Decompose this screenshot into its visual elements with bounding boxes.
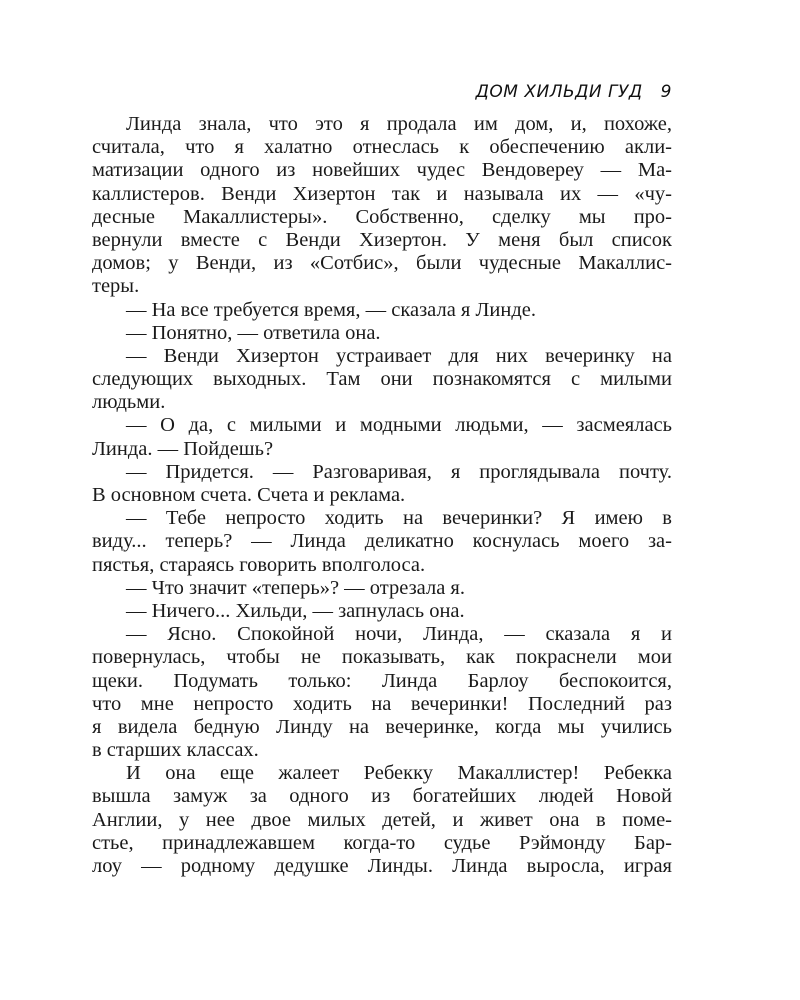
- text-line: домов; у Венди, из «Сотбис», были чудесные Макаллис-: [92, 252, 672, 275]
- text-line: каллистеров. Венди Хизертон так и называла их — «чу-: [92, 182, 672, 205]
- text-line: — Понятно, — ответила она.: [126, 321, 381, 344]
- text-line: повернулась, чтобы не показывать, как покраснели мои: [92, 646, 672, 669]
- text-line: считала, что я халатно отнеслась к обеспечению акли-: [92, 136, 672, 159]
- text-line: матизации одного из новейших чудес Вендовереу — Ма-: [92, 159, 672, 182]
- text-line: что мне непросто ходить на вечеринки! Последний раз: [92, 692, 672, 715]
- text-line: стье, принадлежавшем когда-то судье Рэймонду Бар-: [92, 831, 672, 854]
- text-line: — Ничего... Хильди, — запнулась она.: [126, 599, 465, 622]
- page-number: 9: [660, 82, 672, 102]
- text-line: — Придется. — Разговаривая, я проглядывала почту.: [126, 460, 672, 483]
- text-line: десные Макаллистеры». Собственно, сделку мы про-: [92, 205, 672, 228]
- text-line: лоу — родному дедушке Линды. Линда выросла, играя: [92, 855, 672, 877]
- text-line: — Ясно. Спокойной ночи, Линда, — сказала я и: [126, 623, 672, 646]
- text-line: людьми.: [92, 391, 166, 414]
- body-text: [92, 113, 672, 878]
- text-line: — Тебе непросто ходить на вечеринки? Я имею в: [126, 507, 672, 530]
- text-line: в старших классах.: [92, 739, 259, 762]
- text-line: — О да, с милыми и модными людьми, — засмеялась: [126, 414, 672, 437]
- running-title: ДОМ ХИЛЬДИ ГУД: [475, 82, 643, 102]
- text-line: я видела бедную Линду на вечеринке, когда мы учились: [92, 715, 672, 738]
- text-line: теры.: [92, 275, 140, 298]
- text-line: виду... теперь? — Линда деликатно коснулась моего за-: [92, 530, 672, 553]
- text-line: И она еще жалеет Ребекку Макаллистер! Ребекка: [126, 762, 672, 785]
- text-line: — Венди Хизертон устраивает для них вечеринку на: [126, 344, 672, 367]
- text-line: Линда знала, что это я продала им дом, и, похоже,: [126, 113, 672, 135]
- text-line: следующих выходных. Там они познакомятся с милыми: [92, 368, 672, 391]
- text-line: вышла замуж за одного из богатейших людей Новой: [92, 785, 672, 808]
- text-line: Линда. — Пойдешь?: [92, 437, 274, 460]
- text-line: пястья, стараясь говорить вполголоса.: [92, 553, 426, 576]
- running-head: [476, 82, 672, 102]
- text-line: В основном счета. Счета и реклама.: [92, 484, 406, 506]
- text-line: вернули вместе с Венди Хизертон. У меня был список: [92, 228, 672, 251]
- text-line: Англии, у нее двое милых детей, и живет она в поме-: [92, 808, 672, 831]
- text-line: щеки. Подумать только: Линда Барлоу беспокоится,: [92, 669, 672, 692]
- text-line: — Что значит «теперь»? — отрезала я.: [126, 576, 465, 599]
- text-line: — На все требуется время, — сказала я Линде.: [126, 298, 536, 321]
